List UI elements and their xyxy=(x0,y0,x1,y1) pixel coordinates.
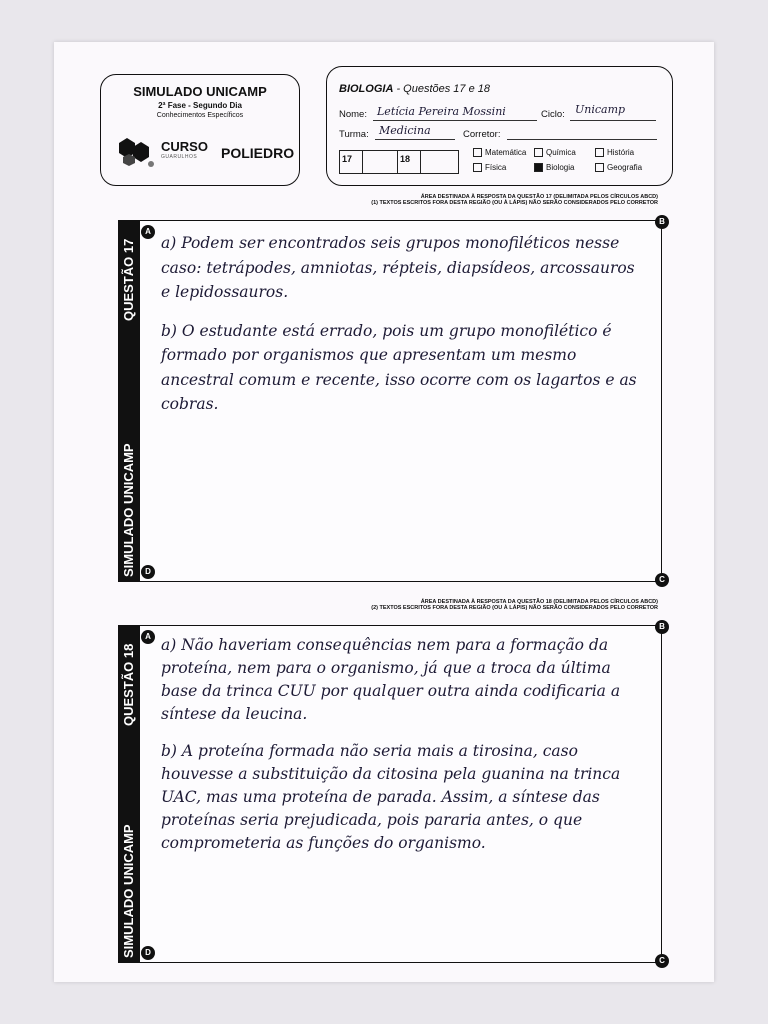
q17-strip-exam: SIMULADO UNICAMP xyxy=(121,443,136,577)
q17-side-strip xyxy=(118,221,140,581)
q18-strip-exam: SIMULADO UNICAMP xyxy=(121,824,136,958)
checkbox-label: Matemática xyxy=(485,148,527,157)
checkbox-fisica[interactable] xyxy=(473,163,506,172)
checkbox-quimica[interactable] xyxy=(534,148,576,157)
checkbox-historia[interactable] xyxy=(595,148,634,157)
q17-answer-panel xyxy=(118,217,665,584)
class-label: Turma: xyxy=(339,129,369,140)
q17-number: 17 xyxy=(340,151,363,173)
q17-note-line1: ÁREA DESTINADA À RESPOSTA DA QUESTÃO 17 (DELIMITADA PELOS CÍRCULOS ABCD) xyxy=(420,194,658,200)
q18-answer-text[interactable] xyxy=(161,634,647,869)
q18-side-strip xyxy=(118,626,140,962)
checkbox-box xyxy=(473,163,482,172)
q18-answer-b: b) A proteína formada não seria mais a tirosina, caso houvesse a substituição da citosina pela guanina na trinca UAC, mas uma proteína de parada. Assim, a síntese das proteínas seria prejudicada, pois pararia antes, o que comprometeria as funções do organismo. xyxy=(161,742,621,852)
checkbox-box xyxy=(595,148,604,157)
grader-field[interactable] xyxy=(507,139,657,140)
subject-title xyxy=(339,83,490,95)
checkbox-box xyxy=(595,163,604,172)
checkbox-label: História xyxy=(607,148,635,157)
checkbox-label: Física xyxy=(485,163,507,172)
checkbox-biologia[interactable] xyxy=(534,163,574,172)
cycle-label: Ciclo: xyxy=(541,109,565,120)
subject-suffix: - Questões 17 e 18 xyxy=(393,83,491,95)
brand-curso-label: CURSO xyxy=(161,139,208,154)
q18-strip-question: QUESTÃO 18 xyxy=(121,643,136,726)
q17-answer-b: b) O estudante está errado, pois um grupo monofilético é formado por organismos que apresentam um mesmo ancestral comum e recente, isso ocorre com os lagartos e as cobras. xyxy=(161,321,637,413)
q17-answer-a: a) Podem ser encontrados seis grupos monofiléticos nesse caso: tetrápodes, amniotas, répteis, diapsídeos, arcossauros e lepidossauros. xyxy=(161,234,635,301)
q18-answer-panel xyxy=(118,622,665,965)
cycle-line xyxy=(570,120,656,121)
checkbox-label: Biologia xyxy=(546,163,575,172)
q17-instructions xyxy=(371,194,658,206)
header-form-box xyxy=(326,66,673,186)
q18-instructions xyxy=(371,599,658,611)
name-line xyxy=(373,120,537,121)
q18-note-line2: (2) TEXTOS ESCRITOS FORA DESTA REGIÃO (OU À LÁPIS) NÃO SERÃO CONSIDERADOS PELO CORRETOR xyxy=(371,605,658,611)
corner-marker-c: C xyxy=(655,954,669,968)
brand-name: POLIEDRO xyxy=(221,145,295,161)
class-field[interactable]: Medicina xyxy=(379,124,431,137)
brand-sub: GUARULHOS xyxy=(161,154,198,160)
corner-marker-d: D xyxy=(141,565,155,579)
checkbox-matematica[interactable] xyxy=(473,148,526,157)
checkbox-label: Geografia xyxy=(607,163,643,172)
checkbox-box-checked xyxy=(534,163,543,172)
brand-curso xyxy=(161,139,208,160)
q18-score-cell[interactable] xyxy=(421,151,447,173)
checkbox-box xyxy=(534,148,543,157)
grader-label: Corretor: xyxy=(463,129,501,140)
q17-answer-text[interactable] xyxy=(161,231,647,431)
corner-marker-b: B xyxy=(655,215,669,229)
exam-area: Conhecimentos Específicos xyxy=(156,112,244,119)
checkbox-box xyxy=(473,148,482,157)
q17-note-line2: (1) TEXTOS ESCRITOS FORA DESTA REGIÃO (OU À LÁPIS) NÃO SERÃO CONSIDERADOS PELO CORRETOR xyxy=(371,200,658,206)
corner-marker-c: C xyxy=(655,573,669,587)
q18-number: 18 xyxy=(398,151,421,173)
corner-marker-b: B xyxy=(655,620,669,634)
checkbox-label: Química xyxy=(546,148,576,157)
checkbox-geografia[interactable] xyxy=(595,163,642,172)
q17-score-cell[interactable] xyxy=(363,151,398,173)
corner-marker-a: A xyxy=(141,630,155,644)
class-line xyxy=(375,139,455,140)
name-field[interactable]: Letícia Pereira Mossini xyxy=(377,105,506,118)
cycle-field[interactable]: Unicamp xyxy=(575,103,626,116)
q18-note-line1: ÁREA DESTINADA À RESPOSTA DA QUESTÃO 18 (DELIMITADA PELOS CÍRCULOS ABCD) xyxy=(420,599,658,605)
name-label: Nome: xyxy=(339,109,367,120)
poliedro-logo-icon xyxy=(115,133,159,171)
q17-strip-question: QUESTÃO 17 xyxy=(121,238,136,321)
question-number-grid xyxy=(339,150,459,174)
exam-title: SIMULADO UNICAMP xyxy=(133,84,267,99)
corner-marker-d: D xyxy=(141,946,155,960)
exam-phase: 2ª Fase - Segundo Dia xyxy=(158,101,242,110)
q18-answer-a: a) Não haveriam consequências nem para a formação da proteína, nem para o organismo, já que a troca da última base da trinca CUU por qualquer outra ainda codificaria a síntese da leucina. xyxy=(161,636,621,723)
header-exam-box xyxy=(100,74,300,186)
answer-sheet xyxy=(54,42,714,982)
corner-marker-a: A xyxy=(141,225,155,239)
subject-name: BIOLOGIA xyxy=(339,83,394,95)
